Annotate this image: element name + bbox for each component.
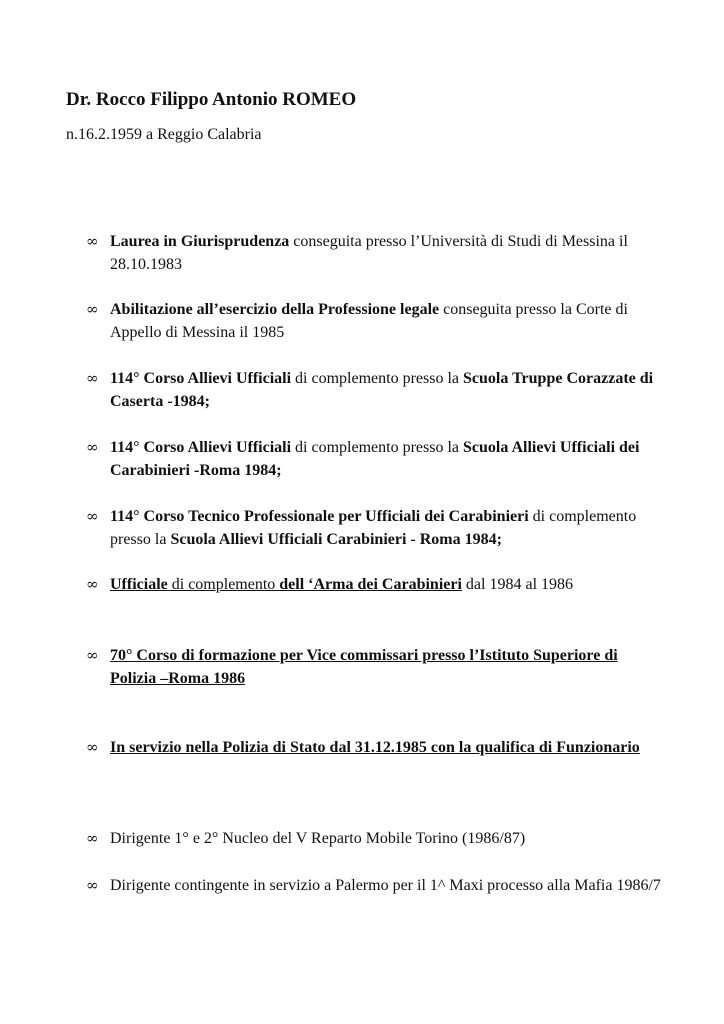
person-name: Dr. Rocco Filippo Antonio ROMEO [66,89,357,110]
infinity-bullet-icon: ∞ [86,829,99,847]
list-item [86,874,666,897]
item-plain-text: conseguita presso la Corte di Appello di Messina il 1985 [110,301,628,341]
item-text [110,230,666,276]
item-bold-underlined-text: 70° Corso di formazione per Vice commissari presso l’Istituto Superiore di Polizia –Roma 1986 [110,647,618,687]
item-bold-text: Abilitazione all’esercizio della Professione legale [110,301,440,318]
item-text [110,436,666,482]
item-text [110,367,666,413]
item-bold-text: 114° Corso Tecnico Professionale per Ufficiali dei Carabinieri [110,508,529,525]
item-text [110,298,666,344]
item-bold-text: Laurea in Giurisprudenza [110,233,290,250]
item-bold-underlined-text: dell ‘Arma dei Carabinieri [279,576,462,593]
infinity-bullet-icon: ∞ [86,876,99,894]
item-plain-text: conseguita presso l’Università di Studi di Messina il 28.10.1983 [110,233,628,273]
list-item [86,230,666,276]
infinity-bullet-icon: ∞ [86,738,99,756]
list-item [86,827,666,850]
infinity-bullet-icon: ∞ [86,232,99,250]
item-plain-text: Dirigente contingente in servizio a Palermo per il 1^ Maxi processo alla Mafia 1986/7 [110,877,661,894]
list-item [86,298,666,344]
item-text [110,505,666,551]
item-text [110,827,666,850]
item-text [110,644,666,690]
item-plain-text: di complemento presso la [291,370,464,387]
list-item [86,644,666,690]
item-bold-text: 114° Corso Allievi Ufficiali [110,370,292,387]
item-plain-text: di complemento presso la [110,508,637,548]
item-text [110,874,666,897]
item-bold-underlined-text: Ufficiale [110,576,168,593]
list-item [86,367,666,413]
infinity-bullet-icon: ∞ [86,575,99,593]
infinity-bullet-icon: ∞ [86,646,99,664]
item-bold-text: Scuola Truppe Corazzate di Caserta -1984; [110,370,654,410]
list-item [86,573,666,596]
item-bold-underlined-text: In servizio nella Polizia di Stato dal 31.12.1985 con la qualifica di Funzionario [110,739,640,756]
item-plain-text: dal 1984 al 1986 [461,576,574,593]
infinity-bullet-icon: ∞ [86,300,99,318]
item-bold-text: Scuola Allievi Ufficiali dei Carabinieri -Roma 1984; [110,439,640,479]
list-item [86,505,666,551]
item-underlined-text: di complemento [167,576,280,593]
infinity-bullet-icon: ∞ [86,507,99,525]
item-bold-text: 114° Corso Allievi Ufficiali [110,439,292,456]
list-item [86,736,666,759]
birth-info: n.16.2.1959 a Reggio Calabria [66,126,262,143]
item-text [110,736,666,759]
item-bold-text: Scuola Allievi Ufficiali Carabinieri - Roma 1984; [170,531,502,548]
infinity-bullet-icon: ∞ [86,369,99,387]
infinity-bullet-icon: ∞ [86,438,99,456]
list-item [86,436,666,482]
item-plain-text: di complemento presso la [291,439,464,456]
item-text [110,573,666,596]
item-plain-text: Dirigente 1° e 2° Nucleo del V Reparto Mobile Torino (1986/87) [110,830,526,847]
